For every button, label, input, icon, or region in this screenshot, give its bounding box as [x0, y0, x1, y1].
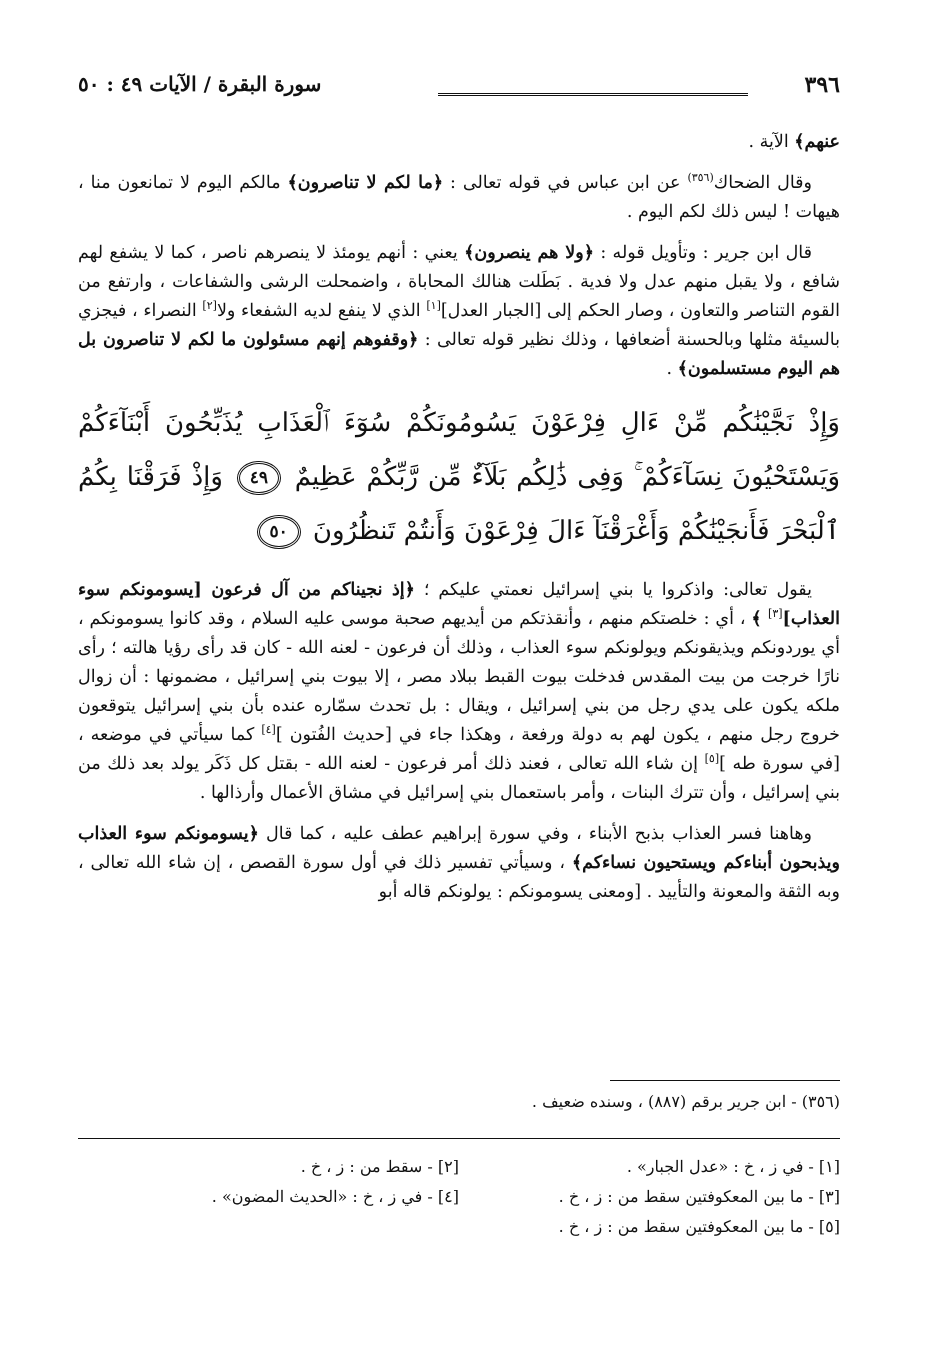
quote-close: ﴾ [751, 609, 769, 629]
note-ref[interactable]: [٣] [768, 607, 783, 621]
text-run: عن ابن عباس في قوله تعالى : [443, 173, 688, 193]
ayah-number-marker: ٤٩ [237, 461, 281, 495]
quran-quote: ﴿ما لكم لا تناصرون﴾ [287, 173, 444, 193]
note-item: [٥] - ما بين المعكوفتين سقط من : ز ، خ . [558, 1217, 840, 1236]
note-ref[interactable]: [٤] [261, 723, 276, 737]
text-run: إن شاء الله تعالى ، فعند ذلك أمر فرعون - لعنه الله - بقتل كل ذَكَر يولد بعد ذلك من بني إسرائيل ، وأن تترك البنات ، وأمر باستعمال بني إسرائيل في مشاق الأعمال وأرذالها . [78, 754, 840, 803]
quran-quote: ﴿وقفوهم إنهم مسئولون ما لكم لا تناصرون بل هم اليوم مستسلمون﴾ [78, 330, 840, 379]
notes-row [78, 1152, 840, 1182]
paragraph-0 [78, 128, 840, 157]
footnote-ref[interactable]: (٣٥٦) [687, 171, 714, 185]
editorial-notes [78, 1152, 840, 1242]
verse-text: وَإِذْ فَرَقْنَا بِكُمُ ٱلْبَحْرَ فَأَنجَيْنَٰكُمْ وَأَغْرَقْنَآ ءَالَ فِرْعَوْنَ وَأَنتُمْ تَنظُرُونَ [78, 462, 840, 546]
text-run: قال ابن جرير : وتأويل قوله : [593, 243, 813, 263]
notes-row [78, 1212, 840, 1242]
note-item: [٤] - في ز ، خ : «الحديث المضون» . [211, 1187, 459, 1206]
page-header [78, 72, 840, 102]
text-run: مالكم اليوم لا تمانعون منا ، هيهات ! ليس ذلك لكم اليوم . [78, 173, 840, 222]
quran-verse-block [78, 396, 840, 558]
main-text [78, 128, 840, 919]
text-run: . [666, 359, 678, 379]
page-number: ٣٩٦ [804, 72, 840, 98]
text-run: النصراء ، فيجزي بالسيئة مثلها وبالحسنة أضعافها ، وذلك نظير قوله تعالى : [78, 301, 840, 350]
text-run: ، وسيأتي تفسير ذلك في أول سورة القصص ، إن شاء الله تعالى ، وبه الثقة والمعونة والتأييد . [ومعنى يسومونكم : يولونكم قاله أبو [78, 853, 840, 902]
paragraph-1 [78, 169, 840, 227]
note-item: [٢] - سقط من : ز ، خ . [300, 1157, 459, 1176]
quote-fragment: عنهم﴾ [794, 132, 840, 152]
paragraph-2 [78, 239, 840, 384]
verse-text: وَإِذْ نَجَّيْنَٰكُم مِّنْ ءَالِ فِرْعَوْنَ يَسُومُونَكُمْ سُوٓءَ ٱلْعَذَابِ يُذَبِّحُونَ أَبْنَآءَكُمْ وَيَسْتَحْيُونَ نِسَآءَكُمْ ۚ وَفِى ذَٰلِكُم بَلَآءٌ مِّن رَّبِّكُمْ عَظِيمٌ [78, 408, 841, 492]
quran-quote: ﴿إذ نجيناكم من آل فرعون [يسومونكم سوء العذاب] [78, 580, 840, 629]
text-run: يقول تعالى: واذكروا يا بني إسرائيل نعمتي عليكم ؛ [414, 580, 813, 600]
note-ref[interactable]: [٥] [704, 752, 720, 766]
text-run: وهاهنا فسر العذاب بذبح الأبناء ، وفي سورة إبراهيم عطف عليه ، كما قال [258, 824, 813, 844]
quran-quote: ﴿يسومونكم سوء العذاب ويذبحون أبناءكم ويستحيون نساءكم﴾ [78, 824, 840, 873]
text-run: ، أي : خلصتكم منهم ، وأنقذتكم من أيديهم صحبة موسى عليه السلام ، وقد كانوا يسومونكم ، أي يوردونكم ويذيقونكم ويولونكم سوء العذاب ، وذلك أن فرعون - لعنه الله - كان قد رأى رؤيا هالته ؛ رأى نارًا خرجت من بيت المقدس فدخلت بيوت القبط ببلاد مصر ، إلا بيوت بني إسرائيل ، مضمونها : أن زوال ملكه يكون على يدي رجل من بني إسرائيل ، ويقال : بل تحدث سمّاره عنده بأن بني إسرائيل يتوقعون خروج رجل منهم ، يكون لهم به دولة ورفعة ، وهكذا جاء في [حديث الفُتون ] [78, 609, 841, 745]
text-run: الذي لا ينفع لديه الشفعاء ولا [216, 301, 427, 321]
footnote: (٣٥٦) - ابن جرير برقم (٨٨٧) ، وسنده ضعيف . [531, 1092, 840, 1111]
ayah-number-marker: ٥٠ [257, 515, 301, 549]
note-ref[interactable]: [١] [426, 299, 441, 313]
notes-rule [78, 1138, 840, 1139]
text-run: يعني : أنهم يومئذ لا ينصرهم ناصر ، كما لا يشفع لهم شافع ، ولا يقبل منهم عدل ولا فدية . بَطَلت هنالك المحاباة ، واضمحلت الرشى والشفاعات ، وارتفع من القوم التناصر والتعاون ، وصار الحكم إلى [الجبار العدل] [78, 243, 840, 321]
paragraph-4 [78, 820, 840, 907]
footnote-rule [610, 1080, 840, 1081]
notes-row [78, 1182, 840, 1212]
note-item: [٣] - ما بين المعكوفتين سقط من : ز ، خ . [558, 1187, 840, 1206]
text-run: كما سيأتي في موضعه ، [في سورة طه ] [78, 725, 841, 774]
text-run: وقال الضحاك [713, 173, 812, 193]
paragraph-3 [78, 576, 840, 808]
note-ref[interactable]: [٢] [202, 299, 217, 313]
running-title: سورة البقرة / الآيات ٤٩ : ٥٠ [78, 72, 322, 96]
text-run: الآية . [748, 132, 795, 152]
quran-quote: ﴿ولا هم ينصرون﴾ [464, 243, 594, 263]
note-item: [١] - في ز ، خ : «عدل الجبار» . [626, 1157, 840, 1176]
header-rule [438, 93, 748, 96]
